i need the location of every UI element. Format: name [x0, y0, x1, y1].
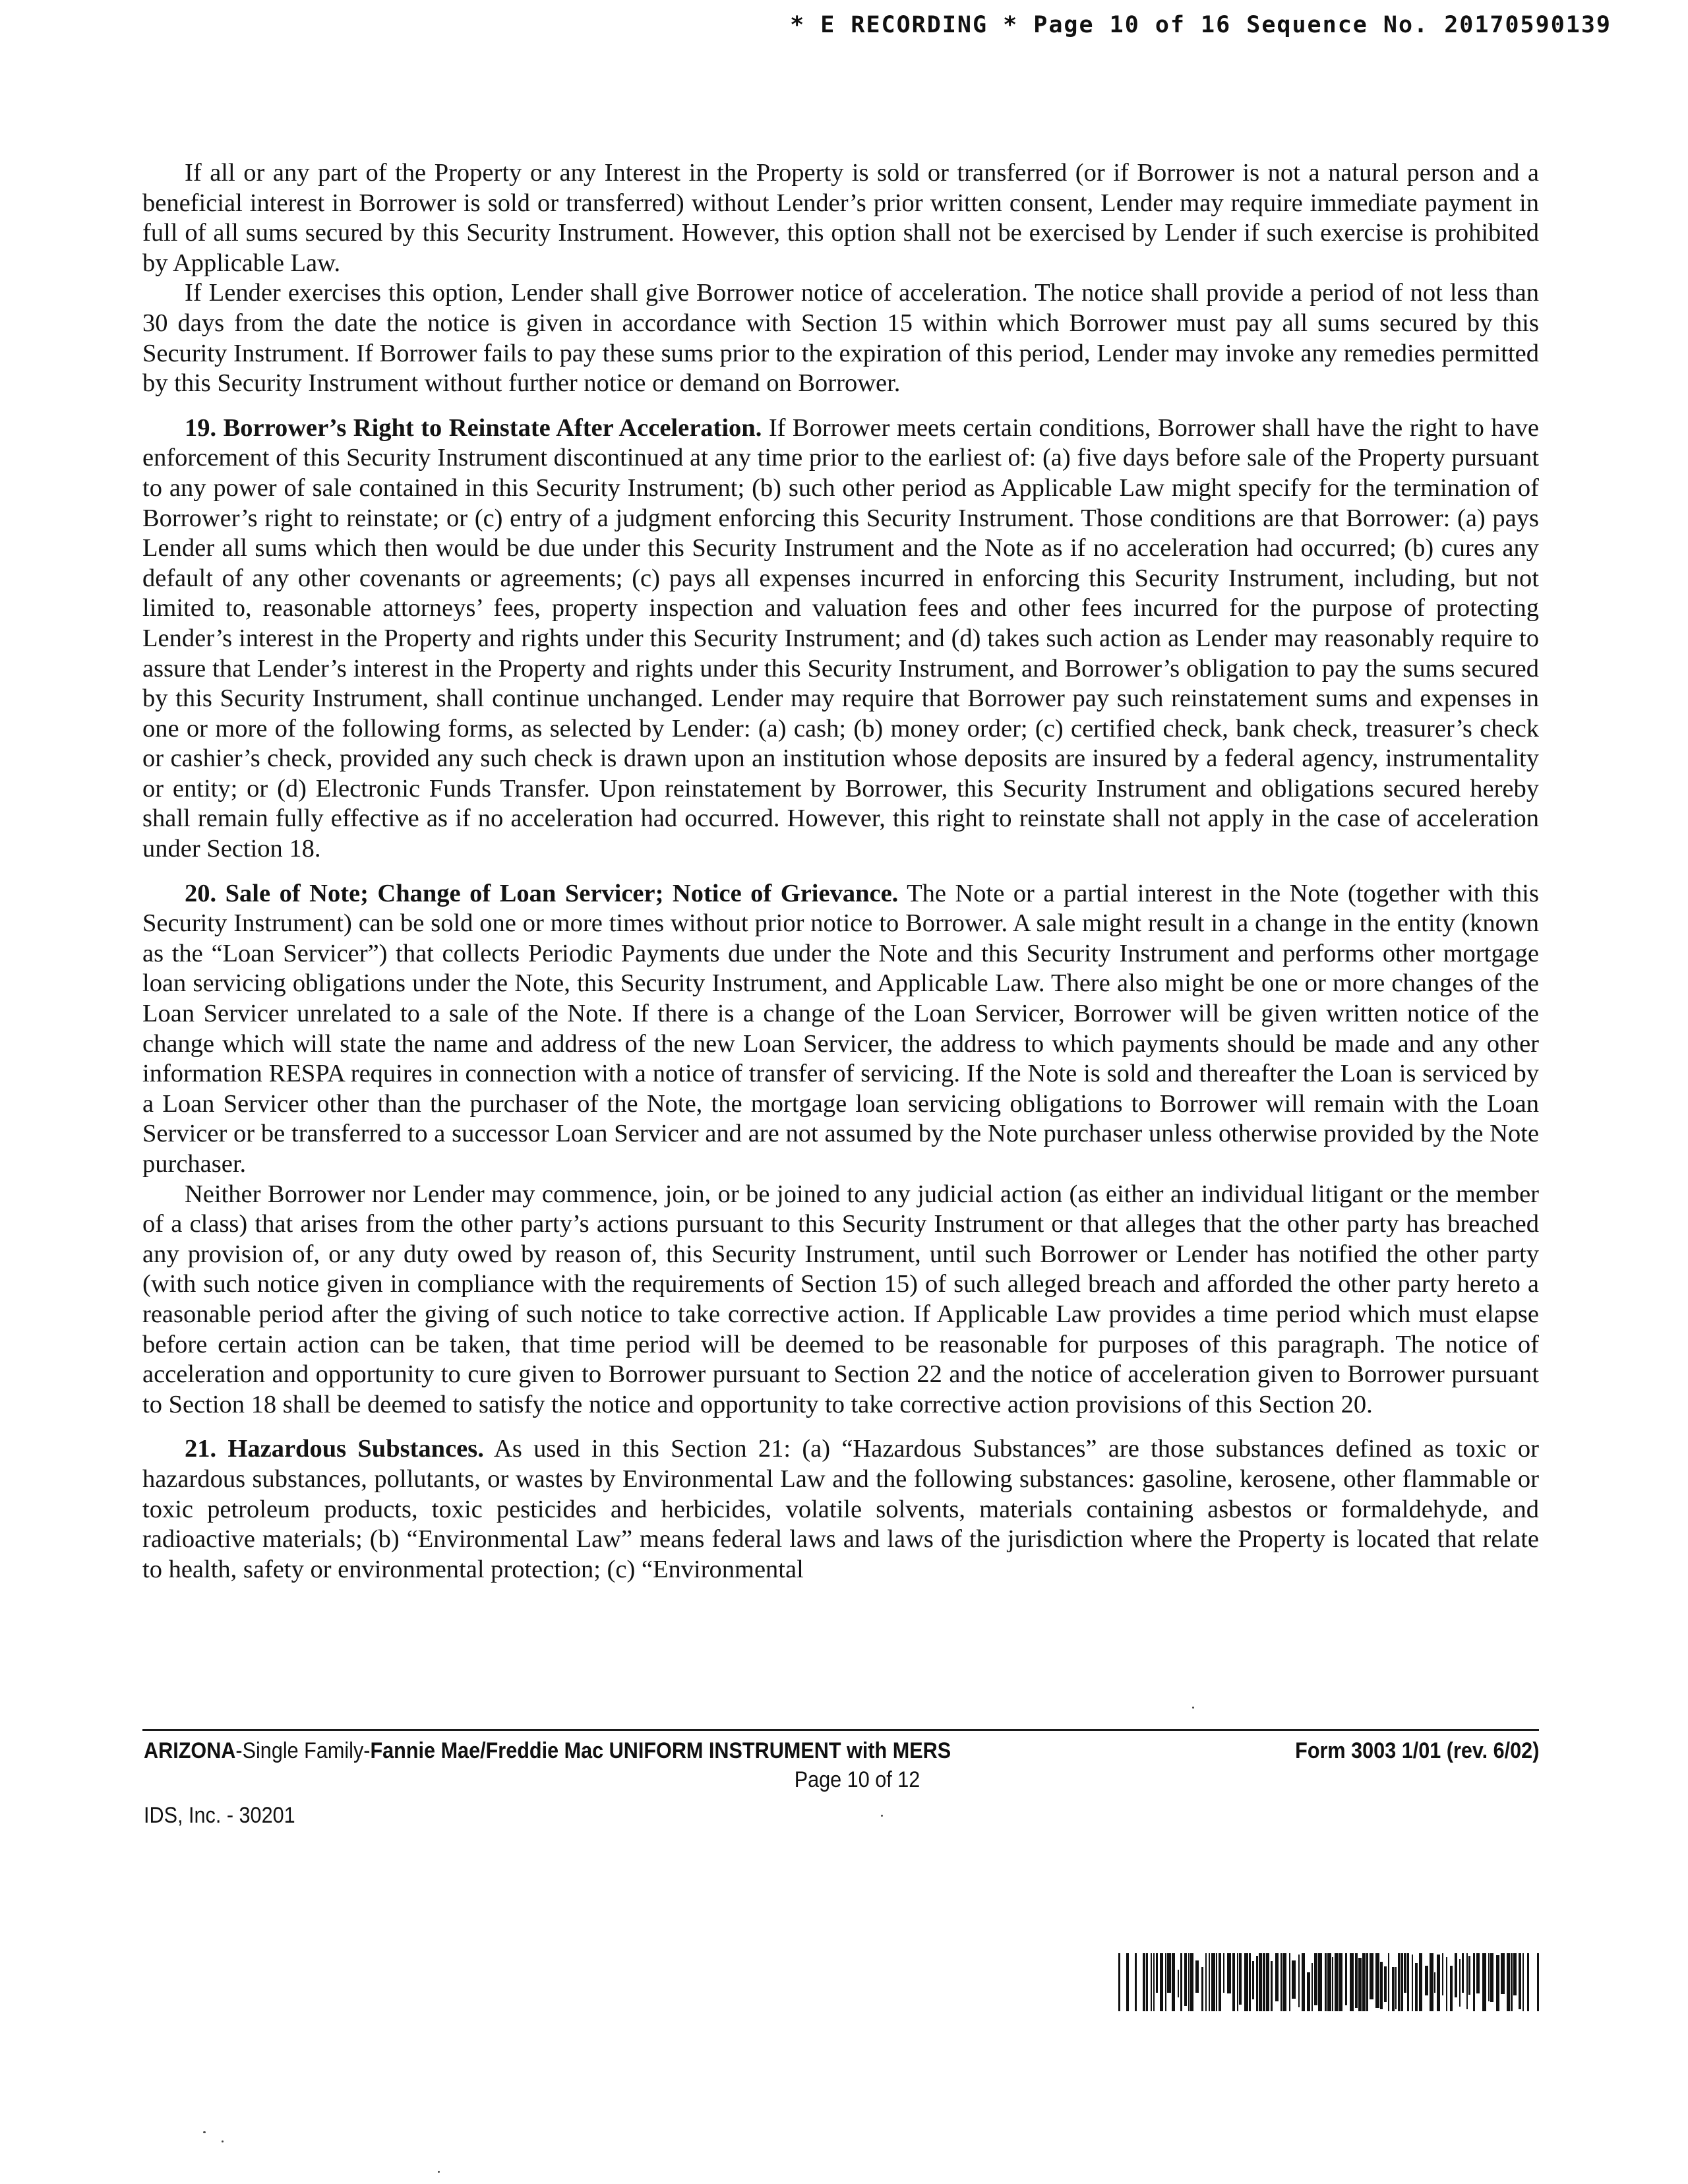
barcode-bar: [1302, 1953, 1305, 2011]
barcode-bar: [1292, 1960, 1296, 1999]
barcode-bar: [1167, 1953, 1171, 1993]
section-19: [142, 413, 1539, 864]
barcode-bar: [1513, 1953, 1517, 1995]
scan-speck: [1192, 1707, 1194, 1709]
barcode-bar: [1151, 1953, 1152, 2011]
scan-speck: [881, 1815, 883, 1817]
barcode-bar: [1419, 1953, 1422, 2011]
barcode-bar: [1135, 1953, 1137, 2011]
footer-vendor: IDS, Inc. - 30201: [144, 1803, 295, 1828]
recording-stamp: * E RECORDING * Page 10 of 16 Sequence No. 20170590139: [790, 12, 1612, 38]
barcode-bar: [1311, 1963, 1313, 2011]
barcode-bar: [1156, 1953, 1158, 1993]
barcode-bar: [1223, 1953, 1224, 1993]
footer-title-normal: -Single Family-: [235, 1738, 371, 1763]
barcode-bar: [1398, 1953, 1400, 2011]
paragraph-acceleration-notice: If Lender exercises this option, Lender shall give Borrower notice of acceleration. The notice shall provide a period of not less than 30 days from the date the notice is given in accordance with Section 15 within which Borrower must pay all sums secured by this Security Instrument. If Borrower fails to pay these sums prior to the expiration of this period, Lender may invoke any remedies permitted by this Security Instrument without further notice or demand on Borrower.: [142, 279, 1539, 398]
barcode-bar: [1473, 1953, 1475, 2011]
barcode-bar: [1263, 1953, 1265, 2011]
barcode-bar: [1190, 1953, 1193, 2011]
barcode-bar: [1350, 1953, 1354, 2011]
barcode-bar: [1476, 1953, 1480, 1993]
barcode-bar: [1332, 1957, 1333, 2011]
section-19-title: 19. Borrower’s Right to Reinstate After Acceleration.: [185, 413, 762, 442]
barcode-bar: [1205, 1953, 1207, 2011]
scan-speck: [203, 2131, 206, 2133]
barcode-bar: [1209, 1953, 1210, 2011]
barcode-bar: [1384, 1966, 1387, 2002]
barcode-bar: [1172, 1953, 1175, 2011]
paragraph-transfer-of-property: If all or any part of the Property or any Interest in the Property is sold or transferred (or if Borrower is not a natural person and a beneficial interest in Borrower is sold or transferred) without Lender’s prior written consent, Lender may require immediate payment in full of all sums secured by this Security Instrument. However, this option shall not be exercised by Lender if such exercise is prohibited by Applicable Law.: [142, 159, 1539, 277]
barcode-bar: [1395, 1967, 1397, 2009]
barcode-bar: [1455, 1953, 1457, 1997]
barcode-bar: [1195, 1960, 1199, 1993]
barcode-bar: [1434, 1972, 1435, 1993]
barcode: [1118, 1953, 1543, 2011]
barcode-bar: [1430, 1953, 1433, 2011]
section-20-title: 20. Sale of Note; Change of Loan Servicer; Notice of Grievance.: [185, 879, 899, 907]
barcode-bar: [1252, 1961, 1254, 1999]
footer-state: ARIZONA: [144, 1738, 236, 1763]
barcode-bar: [1437, 1955, 1440, 2011]
barcode-bar: [1355, 1953, 1358, 2008]
barcode-bar: [1490, 1953, 1493, 2002]
barcode-bar: [1298, 1955, 1300, 2007]
barcode-bar: [1271, 1961, 1273, 2011]
footer-divider: [142, 1729, 1539, 1731]
barcode-bar: [1180, 1953, 1182, 2011]
barcode-bar: [1388, 1953, 1389, 2011]
barcode-bar: [1537, 1953, 1539, 2011]
barcode-bar: [1482, 1953, 1486, 2011]
section-20-paragraph-2: Neither Borrower nor Lender may commence, join, or be joined to any judicial action (as either an individual litigant or the member of a class) that arises from the other party’s actions pursuant to this Security Instrument or that alleges that the other party has breached any provision of, or any duty owed by reason of, this Security Instrument, until such Borrower or Lender has notified the other party (with such notice given in compliance with the requirements of Section 15) of such alleged breach and afforded the other party hereto a reasonable period after the giving of such notice to take corrective action. If Applicable Law provides a time period which must elapse before certain action can be taken, that time period will be deemed to be reasonable for purposes of this paragraph. The notice of acceleration and opportunity to cure given to Borrower pursuant to Section 22 and the notice of acceleration given to Borrower pursuant to Section 18 shall be deemed to satisfy the notice and opportunity to take corrective action provisions of this Section 20.: [142, 1180, 1539, 1418]
footer-title-bold: Fannie Mae/Freddie Mac UNIFORM INSTRUMENT with MERS: [370, 1738, 951, 1763]
section-20: [142, 879, 1539, 1180]
barcode-bar: [1362, 1953, 1366, 2011]
barcode-bar: [1522, 1953, 1524, 2011]
barcode-bar: [1314, 1953, 1317, 2005]
barcode-bar: [1165, 1953, 1166, 2011]
barcode-bar: [1219, 1953, 1221, 2011]
barcode-bar: [1282, 1953, 1286, 2011]
barcode-bar: [1496, 1955, 1499, 2011]
barcode-bar: [1239, 1953, 1242, 2005]
section-20-text: The Note or a partial interest in the Note (together with this Security Instrument) can be sold one or more times without prior notice to Borrower. A sale might result in a change in the entity (known as the “Loan Servicer”) that collects Periodic Payments due under the Note and this Security Instrument and performs other mortgage loan servicing obligations under the Note, this Security Instrument, and Applicable Law. There also might be one or more changes of the Loan Servicer unrelated to a sale of the Note. If there is a change of the Loan Servicer, Borrower will be given written notice of the change which will state the name and address of the new Loan Servicer, the address to which payments should be made and any other information RESPA requires in connection with a notice of transfer of servicing. If the Note is sold and thereafter the Loan is serviced by a Loan Servicer other than the purchaser of the Note, the mortgage loan servicing obligations to Borrower will remain with the Loan Servicer or be transferred to a successor Loan Servicer and are not assumed by the Note purchaser unless otherwise provided by the Note purchaser.: [142, 879, 1539, 1178]
barcode-bar: [1507, 1953, 1510, 2011]
barcode-bar: [1275, 1953, 1279, 2001]
barcode-bar: [1519, 1953, 1521, 2009]
scan-speck: [222, 2140, 224, 2142]
barcode-bar: [1462, 1953, 1464, 1993]
barcode-bar: [1412, 1955, 1413, 2011]
document-body: [142, 158, 1539, 1585]
barcode-bar: [1281, 1953, 1282, 2011]
barcode-bar: [1216, 1953, 1217, 2011]
barcode-bar: [1327, 1953, 1331, 2011]
barcode-bar: [1146, 1953, 1148, 2011]
barcode-bar: [1415, 1963, 1418, 2011]
barcode-bar: [1345, 1953, 1347, 2005]
barcode-bar: [1459, 1959, 1461, 2007]
barcode-bar: [1442, 1953, 1443, 1995]
barcode-bar: [1366, 1953, 1368, 2011]
footer-form-title: [144, 1738, 951, 1764]
barcode-bar: [1184, 1953, 1187, 2006]
barcode-bar: [1160, 1953, 1163, 2011]
barcode-bar: [1466, 1953, 1468, 2009]
barcode-bar: [1370, 1953, 1373, 1999]
barcode-bar: [1375, 1953, 1379, 2008]
barcode-bar: [1188, 1953, 1190, 2011]
barcode-bar: [1178, 1970, 1179, 1997]
barcode-bar: [1232, 1953, 1235, 2011]
barcode-bar: [1249, 1953, 1251, 2011]
footer-page-number: Page 10 of 12: [794, 1767, 920, 1792]
barcode-bar: [1237, 1953, 1238, 2011]
barcode-bar: [1446, 1957, 1447, 2011]
barcode-bar: [1339, 1953, 1342, 2011]
barcode-bar: [1266, 1953, 1269, 2011]
barcode-bar: [1488, 1953, 1490, 2001]
section-19-text: If Borrower meets certain conditions, Borrower shall have the right to have enforcement of this Security Instrument discontinued at any time prior to the earliest of: (a) five days before sale of the Property pursuant to any power of sale contained in this Security Instrument; (b) such other period as Applicable Law might specify for the termination of Borrower’s right to reinstate; or (c) entry of a judgment enforcing this Security Instrument. Those conditions are that Borrower: (a) pays Lender all sums which then would be due under this Security Instrument and the Note as if no acceleration had occurred; (b) cures any default of any other covenants or agreements; (c) pays all expenses incurred in enforcing this Security Instrument, including, but not limited to, reasonable attorneys’ fees, property inspection and valuation fees and other fees incurred for the purpose of protecting Lender’s interest in the Property and rights under this Security Instrument; and (d) takes such action as Lender may reasonably require to assure that Lender’s interest in the Property and rights under this Security Instrument, and Borrower’s obligation to pay the sums secured by this Security Instrument, shall continue unchanged. Lender may require that Borrower pay such reinstatement sums and expenses in one or more of the following forms, as selected by Lender: (a) cash; (b) money order; (c) certified check, bank check, treasurer’s check or cashier’s check, provided any such check is drawn upon an institution whose deposits are insured by a federal agency, instrumentality or entity; or (d) Electronic Funds Transfer. Upon reinstatement by Borrower, this Security Instrument and obligations secured hereby shall remain fully effective as if no acceleration had occurred. However, this right to reinstate shall not apply in the case of acceleration under Section 18.: [142, 413, 1539, 863]
footer-form-number: Form 3003 1/01 (rev. 6/02): [1294, 1738, 1539, 1763]
barcode-bar: [1401, 1953, 1403, 2011]
barcode-bar: [1143, 1953, 1145, 2011]
barcode-bar: [1335, 1953, 1339, 2011]
barcode-bar: [1307, 1972, 1310, 2011]
barcode-bar: [1380, 1962, 1383, 2009]
barcode-bar: [1425, 1966, 1428, 1995]
section-21: [142, 1434, 1539, 1585]
barcode-bar: [1118, 1953, 1120, 2011]
scan-speck: [438, 2171, 440, 2173]
barcode-bar: [1201, 1967, 1203, 2011]
barcode-bar: [1392, 1967, 1395, 2011]
barcode-bar: [1325, 1953, 1327, 2011]
barcode-bar: [1244, 1953, 1248, 2011]
barcode-bar: [1358, 1958, 1362, 2011]
barcode-bar: [1259, 1953, 1262, 2011]
barcode-bar: [1527, 1953, 1529, 2011]
section-21-text: As used in this Section 21: (a) “Hazardous Substances” are those substances defined as toxic or hazardous substances, pollutants, or wastes by Environmental Law and the following substances: gasoline, kerosene, other flammable or toxic petroleum products, toxic pesticides and herbicides, volatile solvents, materials containing asbestos or formaldehyde, and radioactive materials; (b) “Environmental Law” means federal laws and laws of the jurisdiction where the Property is located that relate to health, safety or environmental protection; (c) “Environmental: [142, 1435, 1539, 1583]
barcode-bar: [1256, 1956, 1258, 2011]
barcode-bar: [1211, 1953, 1215, 2011]
barcode-bar: [1501, 1953, 1505, 1994]
barcode-bar: [1227, 1953, 1231, 1993]
barcode-bar: [1407, 1953, 1409, 2011]
barcode-bar: [1153, 1953, 1155, 2011]
barcode-bar: [1318, 1953, 1322, 2011]
barcode-bar: [1511, 1953, 1513, 2011]
barcode-bar: [1468, 1956, 1470, 1995]
barcode-bar: [1289, 1953, 1290, 2011]
barcode-bar: [1126, 1953, 1129, 2011]
barcode-bar: [1450, 1966, 1453, 2011]
barcode-bar: [1404, 1953, 1406, 1993]
section-21-title: 21. Hazardous Substances.: [185, 1435, 484, 1463]
